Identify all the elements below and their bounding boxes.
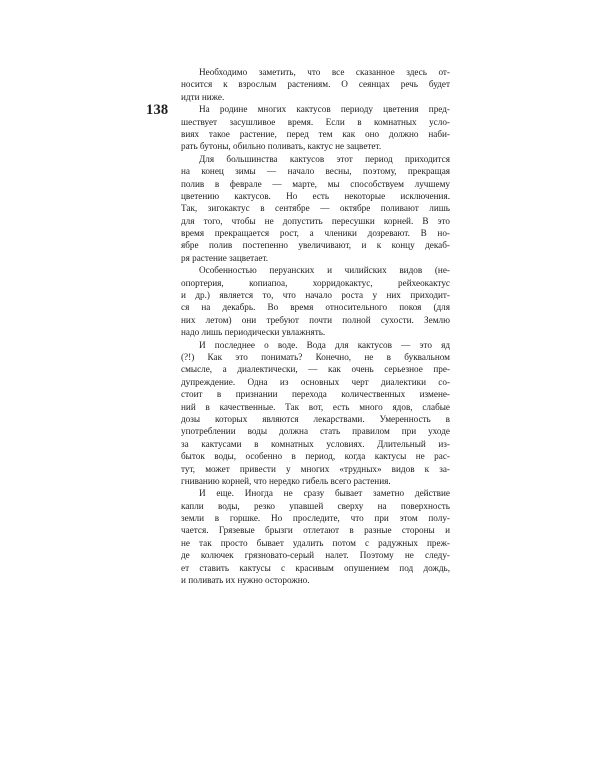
paragraph <box>181 153 450 265</box>
text-line: на конец зимы — начало весны, поэтому, прекращая <box>181 166 450 177</box>
page-number: 138 <box>146 102 169 118</box>
paragraph <box>181 66 450 103</box>
text-line: идти ниже. <box>181 91 225 102</box>
text-line: полив в феврале — марте, мы способствуем лучшему <box>181 178 450 189</box>
text-line: тут, может привести у многих «трудных» видов к за- <box>181 463 450 474</box>
text-line: них летом) они требуют почти полной сухости. Землю <box>181 314 450 325</box>
text-line: за кактусами в комнатных условиях. Длительный из- <box>181 438 450 449</box>
text-line: капли воды, резко упавшей сверху на поверхность <box>181 500 450 511</box>
text-line: ет ставить кактусы с красивым опушением под дождь, <box>181 562 450 573</box>
text-line: И последнее о воде. Вода для кактусов — это яд <box>199 339 450 350</box>
text-line: дупреждение. Одна из основных черт диалектики со- <box>181 376 450 387</box>
text-line: время прекращается рост, а членики дозревают. В но- <box>181 228 450 239</box>
text-line: употреблении воды должна стать правилом при уходе <box>181 426 450 437</box>
text-line: ябре полив постепенно увеличивают, и к концу декаб- <box>181 240 450 251</box>
text-line: шествует засушливое время. Если в комнатных усло- <box>181 116 450 127</box>
text-line: дозы которых являются лекарствами. Умеренность в <box>181 413 450 424</box>
paragraph <box>181 487 450 586</box>
text-line: Необходимо заметить, что все сказанное здесь от- <box>199 67 450 77</box>
text-line: и др.) является то, что начало роста у них приходит- <box>181 290 450 301</box>
text-line: Так, зигокактус в сентябре — октябре поливают лишь <box>181 203 450 214</box>
text-line: гниванию корней, что нередко гибель всего растения. <box>181 475 391 486</box>
paragraph <box>181 264 450 338</box>
text-line: смысле, а диалектически, — как очень серьезное пре- <box>181 364 450 375</box>
text-line: и поливать их нужно осторожно. <box>181 575 310 586</box>
text-line: (?!) Как это понимать? Конечно, не в буквальном <box>181 351 450 362</box>
paragraph <box>181 103 450 153</box>
text-line: земли в горшке. Но проследите, что при этом полу- <box>181 513 450 524</box>
text-line: надо лишь периодически увлажнять. <box>181 327 326 338</box>
text-line: не так просто бывает удалить потом с радужных преж- <box>181 537 450 548</box>
text-line: На родине многих кактусов периоду цветения пред- <box>199 104 450 115</box>
text-line: быток воды, особенно в период, когда кактусы не рас- <box>181 451 450 462</box>
text-line: для того, чтобы не допустить пересушки корней. В это <box>181 215 450 226</box>
paragraph <box>181 339 450 488</box>
text-line: ний в качественные. Так вот, есть много ядов, слабые <box>181 401 450 412</box>
text-column <box>181 66 450 586</box>
text-line: ся на декабрь. Во время относительного покоя (для <box>181 302 450 313</box>
text-line: И еще. Иногда не сразу бывает заметно действие <box>199 488 450 499</box>
text-line: Для большинства кактусов этот период приходится <box>199 153 450 164</box>
text-line: носится к взрослым растениям. О сеянцах речь будет <box>181 79 450 90</box>
text-line: опортерия, копиапоа, хорридокактус, рейхеокактус <box>181 277 450 288</box>
text-line: чается. Грязевые брызги отлетают в разные стороны и <box>181 525 450 536</box>
text-line: ря растение зацветает. <box>181 252 269 263</box>
text-line: цветению кактусов. Но есть некоторые исключения. <box>181 190 450 201</box>
text-line: Особенностью перуанских и чилийских видов (не- <box>199 265 450 276</box>
text-line: стоит в признании перехода количественных измене- <box>181 389 450 400</box>
text-line: де колючек грязновато-серый налет. Поэтому не следу- <box>181 550 450 561</box>
text-line: виях такое растение, перед тем как оно должно наби- <box>181 128 450 139</box>
text-line: рать бутоны, обильно поливать, кактус не зацветет. <box>181 141 382 152</box>
